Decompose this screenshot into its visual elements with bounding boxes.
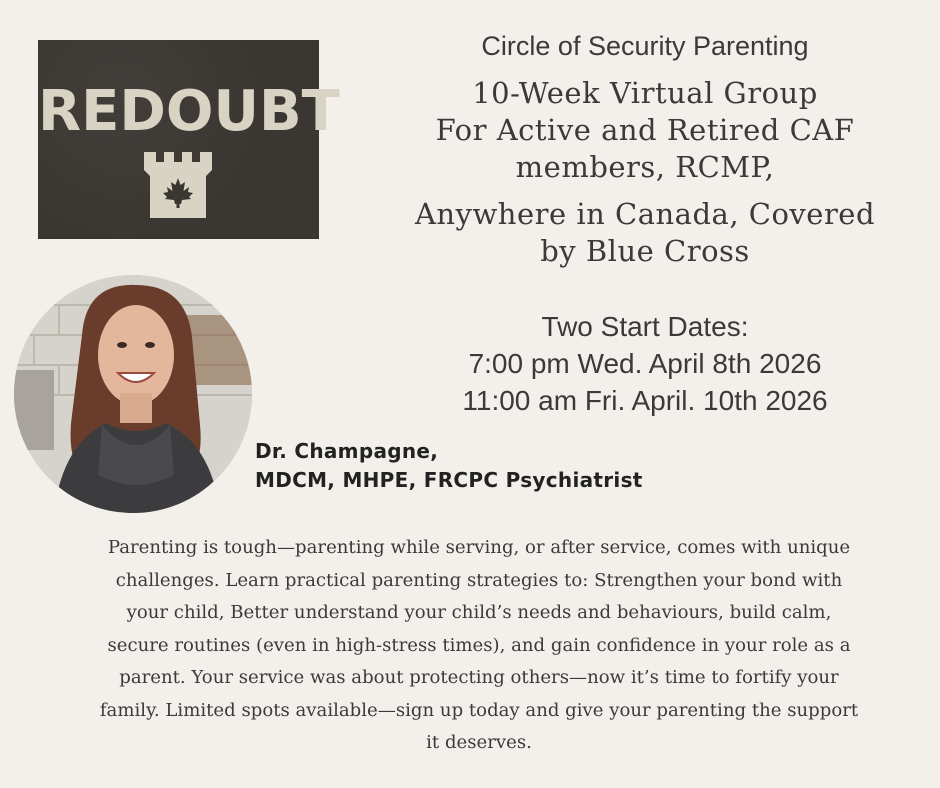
program-description — [28, 532, 930, 760]
presenter-portrait-photo — [14, 275, 252, 513]
portrait-illustration — [14, 275, 252, 513]
description-line: challenges. Learn practical parenting strategies to: Strengthen your bond with — [115, 569, 843, 591]
description-line: it deserves. — [426, 732, 532, 753]
castle-tower-maple-leaf-icon — [142, 152, 214, 226]
logo-wordmark: REDOUBT — [38, 79, 340, 144]
description-line: Parenting is tough—parenting while serving, or after service, comes with unique — [107, 537, 851, 558]
subtitle-line: For Active and Retired CAF — [435, 113, 855, 147]
coverage-line: by Blue Cross — [540, 234, 750, 268]
dates-heading: Two Start Dates: — [541, 311, 749, 342]
description-line: secure routines (even in high-stress times), and gain confidence in your role as a — [107, 634, 851, 656]
group-subtitle — [350, 75, 940, 186]
redoubt-logo — [38, 40, 340, 239]
start-date-item: 7:00 pm Wed. April 8th 2026 — [468, 348, 822, 379]
subtitle-line: members, RCMP, — [515, 150, 775, 184]
start-date-item: 11:00 am Fri. April. 10th 2026 — [462, 385, 828, 416]
program-title — [350, 28, 940, 64]
description-line: parent. Your service was about protecting others—now it’s time to fortify your — [119, 667, 839, 688]
coverage-line: Anywhere in Canada, Covered — [414, 197, 876, 231]
description-line: family. Limited spots available—sign up today and give your parenting the support — [99, 699, 859, 721]
presenter-name: Dr. Champagne, — [255, 439, 439, 463]
program-title-text: Circle of Security Parenting — [481, 31, 809, 61]
start-dates — [350, 308, 940, 419]
subtitle-line: 10-Week Virtual Group — [472, 76, 818, 110]
coverage-text — [350, 196, 940, 270]
presenter-credentials-text: MDCM, MHPE, FRCPC Psychiatrist — [255, 468, 643, 492]
presenter-credentials — [255, 437, 643, 495]
description-line: your child, Better understand your child’s needs and behaviours, build calm, — [126, 602, 832, 623]
